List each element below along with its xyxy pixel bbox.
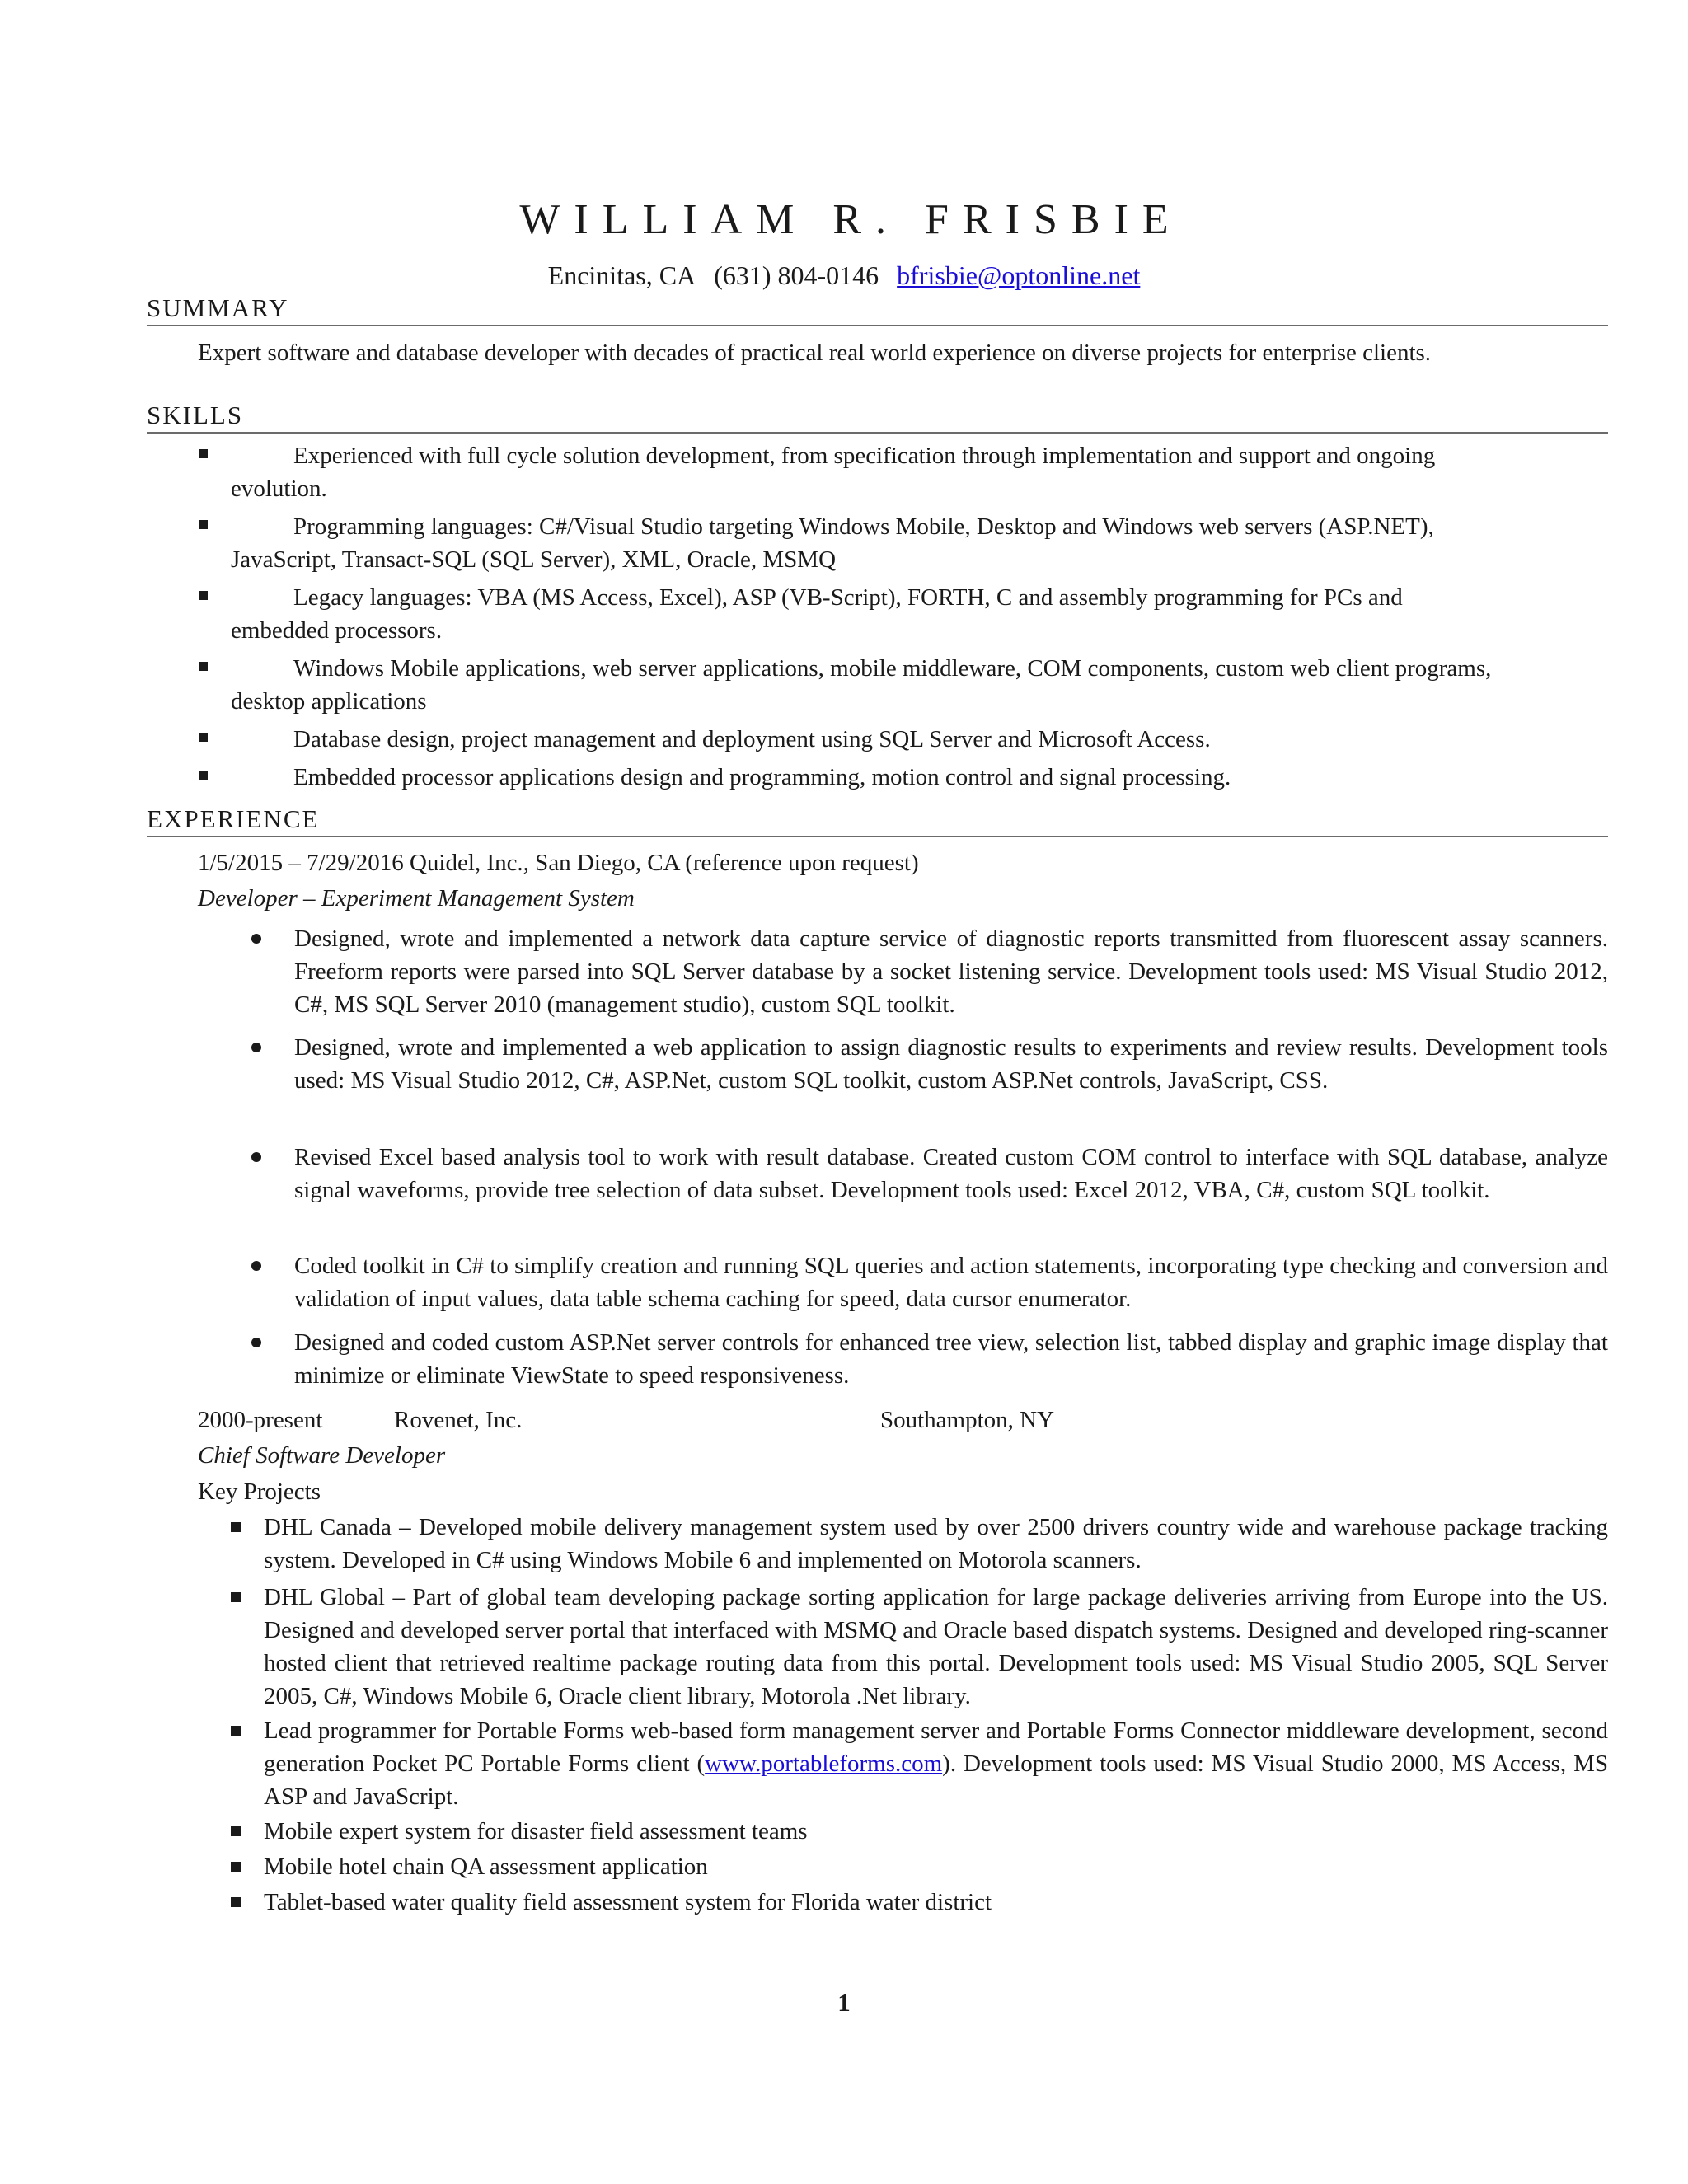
job2-dates: 2000-present	[198, 1407, 323, 1433]
page-number: 1	[837, 1988, 851, 2017]
square-bullet-icon	[199, 520, 208, 529]
square-bullet-icon	[231, 1826, 241, 1836]
square-bullet-icon	[199, 591, 208, 600]
round-bullet-icon	[251, 934, 261, 944]
summary-heading: SUMMARY	[147, 292, 1608, 326]
job1-bullet: Designed, wrote and implemented a web application to assign diagnostic results to experiments and review results. Development tools used: MS Visual Studio 2012, C#, ASP.Net, custom SQL toolkit, custom ASP.Net controls, JavaScript, CSS.	[294, 1031, 1608, 1097]
job1-bullet: Coded toolkit in C# to simplify creation and running SQL queries and action statements, incorporating type checking and conversion and validation of input values, data table schema caching for speed, data cursor enumerator.	[294, 1249, 1608, 1315]
round-bullet-icon	[251, 1152, 261, 1162]
experience-heading: EXPERIENCE	[147, 803, 1608, 837]
key-projects-label: Key Projects	[198, 1479, 321, 1505]
job1-bullet: Designed and coded custom ASP.Net server controls for enhanced tree view, selection list, tabbed display and graphic image display that minimize or eliminate ViewState to speed responsiveness.	[294, 1326, 1608, 1392]
phone: (631) 804-0146	[714, 260, 879, 290]
skills-heading: SKILLS	[147, 399, 1608, 434]
square-bullet-icon	[231, 1592, 241, 1602]
job2-title: Chief Software Developer	[198, 1442, 446, 1469]
job2-company: Rovenet, Inc.	[394, 1407, 523, 1433]
project-item: DHL Global – Part of global team developing package sorting application for large package deliveries arriving from Europe into the US. Designed and developed server portal that interfaced with MSMQ and Oracle based dispatch systems. Designed and developed ring-scanner hosted client that retrieved realtime package routing data from this portal. Development tools used: MS Visual Studio 2005, SQL Server 2005, C#, Windows Mobile 6, Oracle client library, Motorola .Net library.	[264, 1581, 1608, 1713]
email-link[interactable]: bfrisbie@optonline.net	[897, 260, 1141, 290]
location: Encinitas, CA	[547, 260, 696, 290]
square-bullet-icon	[199, 662, 208, 671]
summary-text: Expert software and database developer with decades of practical real world experience on diverse projects for enterprise clients.	[198, 340, 1432, 366]
project-item: Tablet-based water quality field assessment system for Florida water district	[264, 1886, 1608, 1919]
round-bullet-icon	[251, 1043, 261, 1052]
square-bullet-icon	[199, 771, 208, 780]
project-item: Lead programmer for Portable Forms web-based form management server and Portable Forms Connector middleware development, second generation Pocket PC Portable Forms client (www.portableforms.com). Development tools used: MS Visual Studio 2000, MS Access, MS ASP and JavaScript.	[264, 1714, 1608, 1813]
skill-item: Windows Mobile applications, web server applications, mobile middleware, COM components, custom web client programs, desktop applications	[198, 652, 1609, 718]
portableforms-link[interactable]: www.portableforms.com	[705, 1750, 943, 1777]
project-item: Mobile hotel chain QA assessment application	[264, 1850, 1608, 1883]
round-bullet-icon	[251, 1261, 261, 1271]
skill-item: Experienced with full cycle solution development, from specification through implementation and support and ongoing evolution.	[198, 439, 1609, 505]
contact-line	[0, 257, 1688, 293]
skill-item: Programming languages: C#/Visual Studio targeting Windows Mobile, Desktop and Windows web servers (ASP.NET), JavaScript, Transact-SQL (SQL Server), XML, Oracle, MSMQ	[198, 510, 1609, 576]
square-bullet-icon	[231, 1862, 241, 1872]
project-item: DHL Canada – Developed mobile delivery management system used by over 2500 drivers country wide and warehouse package tracking system. Developed in C# using Windows Mobile 6 and implemented on Motorola scanners.	[264, 1511, 1608, 1577]
skill-item: Embedded processor applications design and programming, motion control and signal processing.	[198, 761, 1609, 794]
square-bullet-icon	[231, 1897, 241, 1907]
round-bullet-icon	[251, 1338, 261, 1347]
job2-location: Southampton, NY	[880, 1407, 1055, 1433]
candidate-name: WILLIAM R. FRISBIE	[519, 196, 1183, 243]
square-bullet-icon	[199, 733, 208, 742]
job1-title: Developer – Experiment Management System	[198, 885, 635, 912]
job1-bullet: Designed, wrote and implemented a network data capture service of diagnostic reports transmitted from fluorescent assay scanners. Freeform reports were parsed into SQL Server database by a socket listening service. Development tools used: MS Visual Studio 2012, C#, MS SQL Server 2010 (management studio), custom SQL toolkit.	[294, 922, 1608, 1021]
square-bullet-icon	[231, 1522, 241, 1532]
project-item: Mobile expert system for disaster field assessment teams	[264, 1815, 1608, 1848]
skill-item: Legacy languages: VBA (MS Access, Excel), ASP (VB-Script), FORTH, C and assembly programming for PCs and embedded processors.	[198, 581, 1609, 647]
square-bullet-icon	[199, 449, 208, 458]
job1-bullet: Revised Excel based analysis tool to work with result database. Created custom COM control to interface with SQL database, analyze signal waveforms, provide tree selection of data subset. Development tools used: Excel 2012, VBA, C#, custom SQL toolkit.	[294, 1141, 1608, 1207]
job1-header: 1/5/2015 – 7/29/2016 Quidel, Inc., San Diego, CA (reference upon request)	[198, 850, 919, 876]
skill-item: Database design, project management and deployment using SQL Server and Microsoft Access.	[198, 723, 1609, 756]
square-bullet-icon	[231, 1726, 241, 1736]
